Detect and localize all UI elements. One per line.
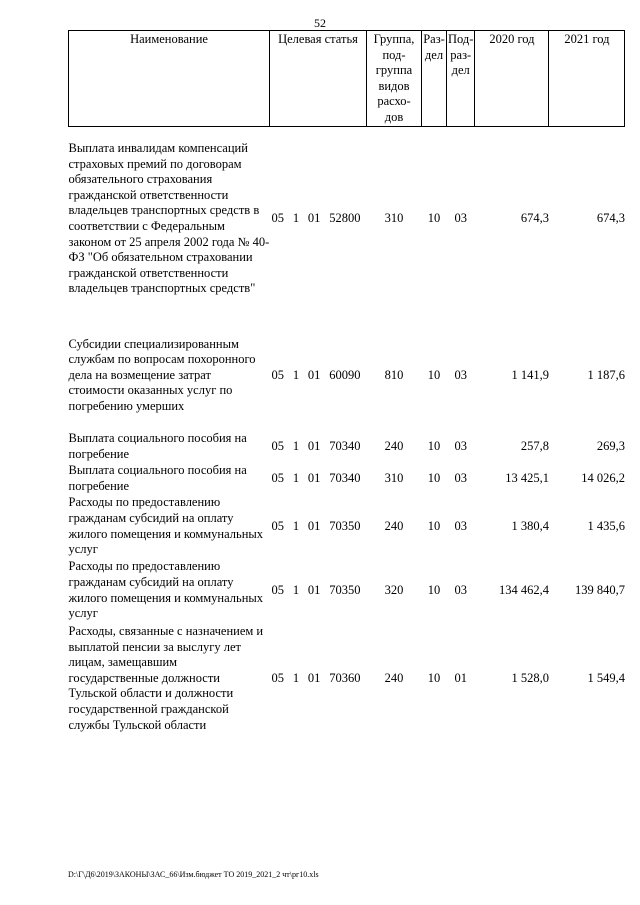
row-2021: 1 549,4 [587, 670, 625, 685]
row-subsection: 03 [454, 470, 467, 485]
row-subsection: 03 [454, 211, 467, 226]
row-name: Выплата инвалидам компенсаций страховых премий по договорам обязательного страхования гражданской ответственности владельцев транспортных средств в соответствии с Федеральным законом от 25 апреля 2002 года № 40-ФЗ "Об обязательном страховании гражданской ответственности владельцев транспортных средств" [68, 141, 270, 296]
header-2020: 2020 год [475, 31, 549, 127]
page-number: 52 [314, 16, 326, 30]
file-path-footer: D:\Г\Д6\2019\ЗАКОНЫ\ЗАС_66\Изм.бюджет ТО 2019_2021_2 чт\рг10.xls [68, 870, 319, 879]
row-2020: 134 462,4 [498, 582, 549, 597]
row-target-code: 05 1 01 60090 [271, 367, 361, 382]
row-group: 810 [384, 367, 404, 382]
row-2021: 139 840,7 [574, 582, 625, 597]
header-section: Раз- дел [422, 31, 447, 127]
row-section: 10 [427, 367, 441, 382]
row-target-code: 05 1 01 70350 [271, 518, 361, 533]
row-target-code: 05 1 01 70340 [271, 438, 361, 453]
row-group: 310 [384, 211, 404, 226]
row-section: 10 [427, 470, 441, 485]
row-2021: 1 435,6 [587, 518, 625, 533]
row-subsection: 01 [454, 670, 467, 685]
row-name: Выплата социального пособия на погребение [68, 462, 247, 493]
table-row [69, 431, 625, 463]
table-row [69, 623, 625, 735]
row-target-code: 05 1 01 70350 [271, 582, 361, 597]
row-name: Выплата социального пособия на погребение [68, 430, 247, 461]
row-name: Расходы по предоставлению гражданам субсидий на оплату жилого помещения и коммунальных услуг [68, 559, 264, 621]
row-2020: 1 380,4 [511, 518, 549, 533]
table-header-row [69, 31, 625, 127]
row-group: 240 [384, 438, 404, 453]
table-row [69, 126, 625, 312]
row-section: 10 [427, 438, 441, 453]
row-2020: 257,8 [520, 438, 549, 453]
row-2020: 1 141,9 [511, 367, 549, 382]
row-section: 10 [427, 211, 441, 226]
row-subsection: 03 [454, 518, 467, 533]
header-2021: 2021 год [549, 31, 625, 127]
row-section: 10 [427, 670, 441, 685]
row-2020: 1 528,0 [511, 670, 549, 685]
row-2021: 14 026,2 [581, 470, 625, 485]
row-subsection: 03 [454, 582, 467, 597]
row-group: 240 [384, 670, 404, 685]
budget-table [68, 30, 625, 735]
header-group: Группа, под- группа видов расхо- дов [367, 31, 422, 127]
row-name: Расходы по предоставлению гражданам субсидий на оплату жилого помещения и коммунальных услуг [68, 495, 264, 557]
row-target-code: 05 1 01 70340 [271, 470, 361, 485]
row-name: Расходы, связанные с назначением и выплатой пенсии за выслугу лет лицам, замещавшим государственные должности Тульской области и должности государственной гражданской службы Тульской области [68, 623, 264, 732]
header-subsection: Под- раз- дел [447, 31, 475, 127]
row-section: 10 [427, 518, 441, 533]
row-target-code: 05 1 01 70360 [271, 670, 361, 685]
row-group: 240 [384, 518, 404, 533]
row-subsection: 03 [454, 438, 467, 453]
table-row [69, 336, 625, 416]
row-target-code: 05 1 01 52800 [271, 211, 361, 226]
row-group: 320 [384, 582, 404, 597]
table-row [69, 463, 625, 495]
row-2021: 269,3 [596, 438, 625, 453]
header-target: Целевая статья [270, 31, 367, 127]
row-2020: 13 425,1 [505, 470, 549, 485]
row-2021: 674,3 [596, 211, 625, 226]
table-row [69, 495, 625, 559]
row-group: 310 [384, 470, 404, 485]
table-row [69, 559, 625, 623]
row-name: Субсидии специализированным службам по вопросам похоронного дела на возмещение затрат стоимости оказанных услуг по погребению умерших [68, 336, 256, 413]
row-2021: 1 187,6 [587, 367, 625, 382]
row-subsection: 03 [454, 367, 467, 382]
row-section: 10 [427, 582, 441, 597]
header-name: Наименование [69, 31, 270, 127]
row-2020: 674,3 [520, 211, 549, 226]
